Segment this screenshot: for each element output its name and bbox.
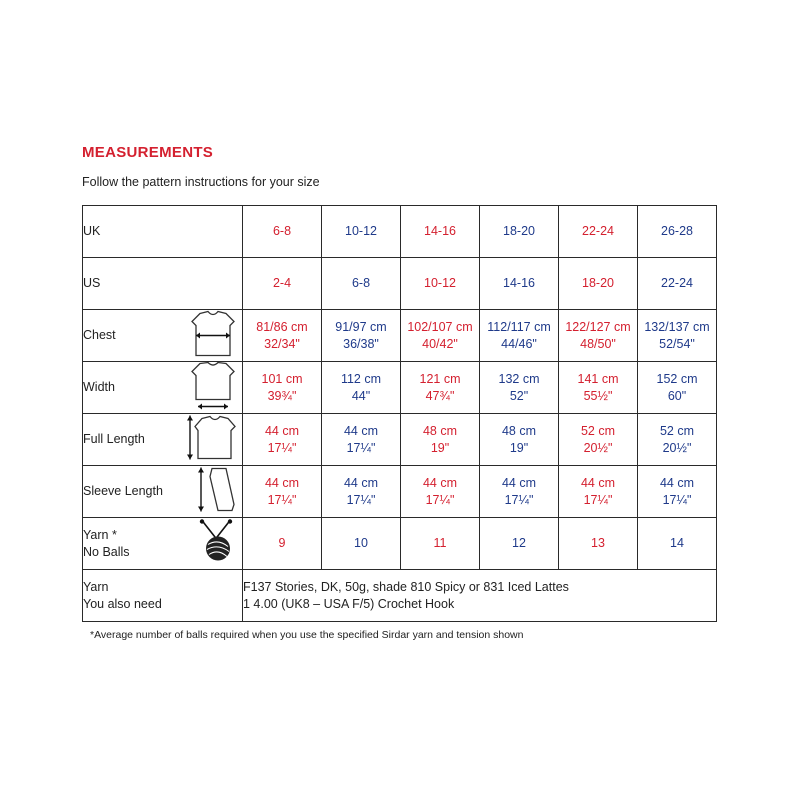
row-label [83, 327, 116, 344]
size-value: 44 cm [580, 475, 616, 490]
size-value-cell [638, 310, 717, 362]
size-value: 81/86 cm [256, 319, 308, 334]
size-value: 10 [354, 536, 368, 550]
length-diagram-icon [184, 412, 236, 467]
size-value: 112/117 cm [487, 319, 551, 334]
size-value: 10-12 [345, 224, 377, 238]
yarn-info-cell [243, 570, 717, 622]
size-value: 32/34" [264, 336, 300, 351]
sleeve-diagram-icon [196, 464, 236, 519]
size-value: 10-12 [424, 276, 456, 290]
size-value-cell [559, 310, 638, 362]
size-value: 13 [591, 536, 605, 550]
row-label-text: UK [83, 224, 101, 238]
also-need-label: You also need [83, 596, 162, 611]
table-row [83, 206, 717, 258]
size-value-cell [243, 466, 322, 518]
table-row [83, 310, 717, 362]
size-value: 44 cm [264, 423, 300, 438]
yarn-label: Yarn [83, 579, 109, 594]
size-value-cell [243, 258, 322, 310]
row-label-text: Sleeve Length [83, 484, 163, 498]
size-value-cell [559, 206, 638, 258]
size-value: 14 [670, 536, 684, 550]
size-value: 112 cm [340, 371, 382, 386]
size-value: 55½" [583, 388, 613, 403]
size-value-cell [322, 310, 401, 362]
size-value: 17¼" [267, 492, 297, 507]
size-value: 6-8 [351, 276, 371, 290]
size-value: 17¼" [425, 492, 455, 507]
row-label-cell [83, 518, 243, 570]
size-value-cell [559, 518, 638, 570]
size-value-cell [480, 258, 559, 310]
size-value-cell [322, 258, 401, 310]
size-value: 17¼" [662, 492, 692, 507]
size-value: 2-4 [272, 276, 292, 290]
table-row [83, 362, 717, 414]
row-label [83, 223, 100, 240]
size-value-cell [401, 310, 480, 362]
row-label-text: Full Length [83, 432, 145, 446]
size-value: 6-8 [272, 224, 292, 238]
size-value-cell [638, 206, 717, 258]
row-label-cell [83, 258, 243, 310]
row-label [83, 431, 145, 448]
size-value: 19" [509, 440, 529, 455]
size-value: 141 cm [577, 371, 619, 386]
size-value: 17¼" [583, 492, 613, 507]
footnote: *Average number of balls required when you use the specified Sirdar yarn and tension shown [90, 629, 524, 641]
size-value-cell [559, 414, 638, 466]
row-label-cell [83, 310, 243, 362]
size-value: 44/46" [501, 336, 537, 351]
size-value: 102/107 cm [407, 319, 473, 334]
chest-diagram-icon [190, 309, 236, 362]
size-value: 22-24 [582, 224, 614, 238]
size-value: 152 cm [656, 371, 698, 386]
size-value: 36/38" [343, 336, 379, 351]
page-subtitle: Follow the pattern instructions for your size [82, 175, 320, 189]
size-value: 11 [433, 536, 447, 550]
size-value: 47¾" [425, 388, 455, 403]
size-value: 52 cm [580, 423, 616, 438]
size-value: 52 cm [659, 423, 695, 438]
size-value: 17¼" [504, 492, 534, 507]
row-label-cell [83, 206, 243, 258]
width-diagram-icon [190, 361, 236, 414]
measurements-table [82, 205, 717, 622]
row-label [83, 527, 130, 561]
hook-info: 1 4.00 (UK8 – USA F/5) Crochet Hook [243, 596, 455, 611]
size-value: 122/127 cm [565, 319, 631, 334]
size-value-cell [638, 414, 717, 466]
size-value: 18-20 [503, 224, 535, 238]
size-value-cell [243, 310, 322, 362]
size-value: 39¾" [267, 388, 297, 403]
row-label [83, 483, 163, 500]
size-value-cell [559, 258, 638, 310]
row-label-text: US [83, 276, 101, 290]
size-value-cell [401, 258, 480, 310]
size-value-cell [401, 466, 480, 518]
size-value-cell [480, 362, 559, 414]
row-label-text: Yarn * [83, 527, 117, 542]
size-value-cell [322, 466, 401, 518]
table-row [83, 518, 717, 570]
size-value: 20½" [583, 440, 613, 455]
size-value: 44 cm [422, 475, 458, 490]
yarn-label-cell [83, 570, 243, 622]
size-value: 44 cm [343, 423, 379, 438]
size-value-cell [401, 414, 480, 466]
size-value: 19" [430, 440, 450, 455]
row-label-text: Chest [83, 328, 116, 342]
row-label-cell [83, 466, 243, 518]
size-value: 48 cm [501, 423, 537, 438]
size-value: 132/137 cm [644, 319, 710, 334]
size-value-cell [322, 206, 401, 258]
size-value: 44 cm [501, 475, 537, 490]
size-value-cell [401, 518, 480, 570]
size-value: 44" [351, 388, 371, 403]
size-value: 12 [512, 536, 526, 550]
size-value-cell [638, 258, 717, 310]
size-value: 101 cm [261, 371, 303, 386]
size-value: 14-16 [424, 224, 456, 238]
size-value: 14-16 [503, 276, 535, 290]
table-row [83, 258, 717, 310]
size-value-cell [559, 466, 638, 518]
size-value-cell [480, 206, 559, 258]
row-label-text: Width [83, 380, 115, 394]
size-value-cell [322, 414, 401, 466]
size-value: 44 cm [659, 475, 695, 490]
size-value: 52/54" [659, 336, 695, 351]
table-row [83, 466, 717, 518]
size-value-cell [638, 466, 717, 518]
row-label-text-2: No Balls [83, 544, 130, 559]
table-row [83, 414, 717, 466]
size-value: 132 cm [498, 371, 540, 386]
size-value: 17¼" [346, 440, 376, 455]
size-value: 26-28 [661, 224, 693, 238]
size-value: 91/97 cm [335, 319, 387, 334]
yarn-ball-icon [196, 518, 236, 569]
size-value-cell [401, 206, 480, 258]
size-value-cell [401, 362, 480, 414]
size-value: 44 cm [343, 475, 379, 490]
size-value: 18-20 [582, 276, 614, 290]
size-value-cell [559, 362, 638, 414]
size-value-cell [480, 518, 559, 570]
size-value-cell [322, 518, 401, 570]
yarn-row [83, 570, 717, 622]
size-value: 17¼" [346, 492, 376, 507]
size-value: 60" [667, 388, 687, 403]
size-value: 17¼" [267, 440, 297, 455]
row-label-cell [83, 362, 243, 414]
size-value-cell [480, 466, 559, 518]
row-label [83, 379, 115, 396]
size-value-cell [322, 362, 401, 414]
size-value: 48/50" [580, 336, 616, 351]
size-value: 40/42" [422, 336, 458, 351]
row-label [83, 275, 100, 292]
size-value-cell [480, 414, 559, 466]
row-label-cell [83, 414, 243, 466]
size-value-cell [243, 362, 322, 414]
size-value: 52" [509, 388, 529, 403]
size-value-cell [638, 518, 717, 570]
size-value: 9 [278, 536, 286, 550]
size-value-cell [243, 518, 322, 570]
size-value: 44 cm [264, 475, 300, 490]
size-value: 20½" [662, 440, 692, 455]
size-value: 121 cm [419, 371, 461, 386]
size-value-cell [243, 414, 322, 466]
size-value-cell [638, 362, 717, 414]
size-value-cell [243, 206, 322, 258]
yarn-info: F137 Stories, DK, 50g, shade 810 Spicy or 831 Iced Lattes [243, 579, 569, 594]
size-value: 22-24 [661, 276, 693, 290]
page-title: MEASUREMENTS [82, 144, 214, 161]
size-value-cell [480, 310, 559, 362]
size-value: 48 cm [422, 423, 458, 438]
